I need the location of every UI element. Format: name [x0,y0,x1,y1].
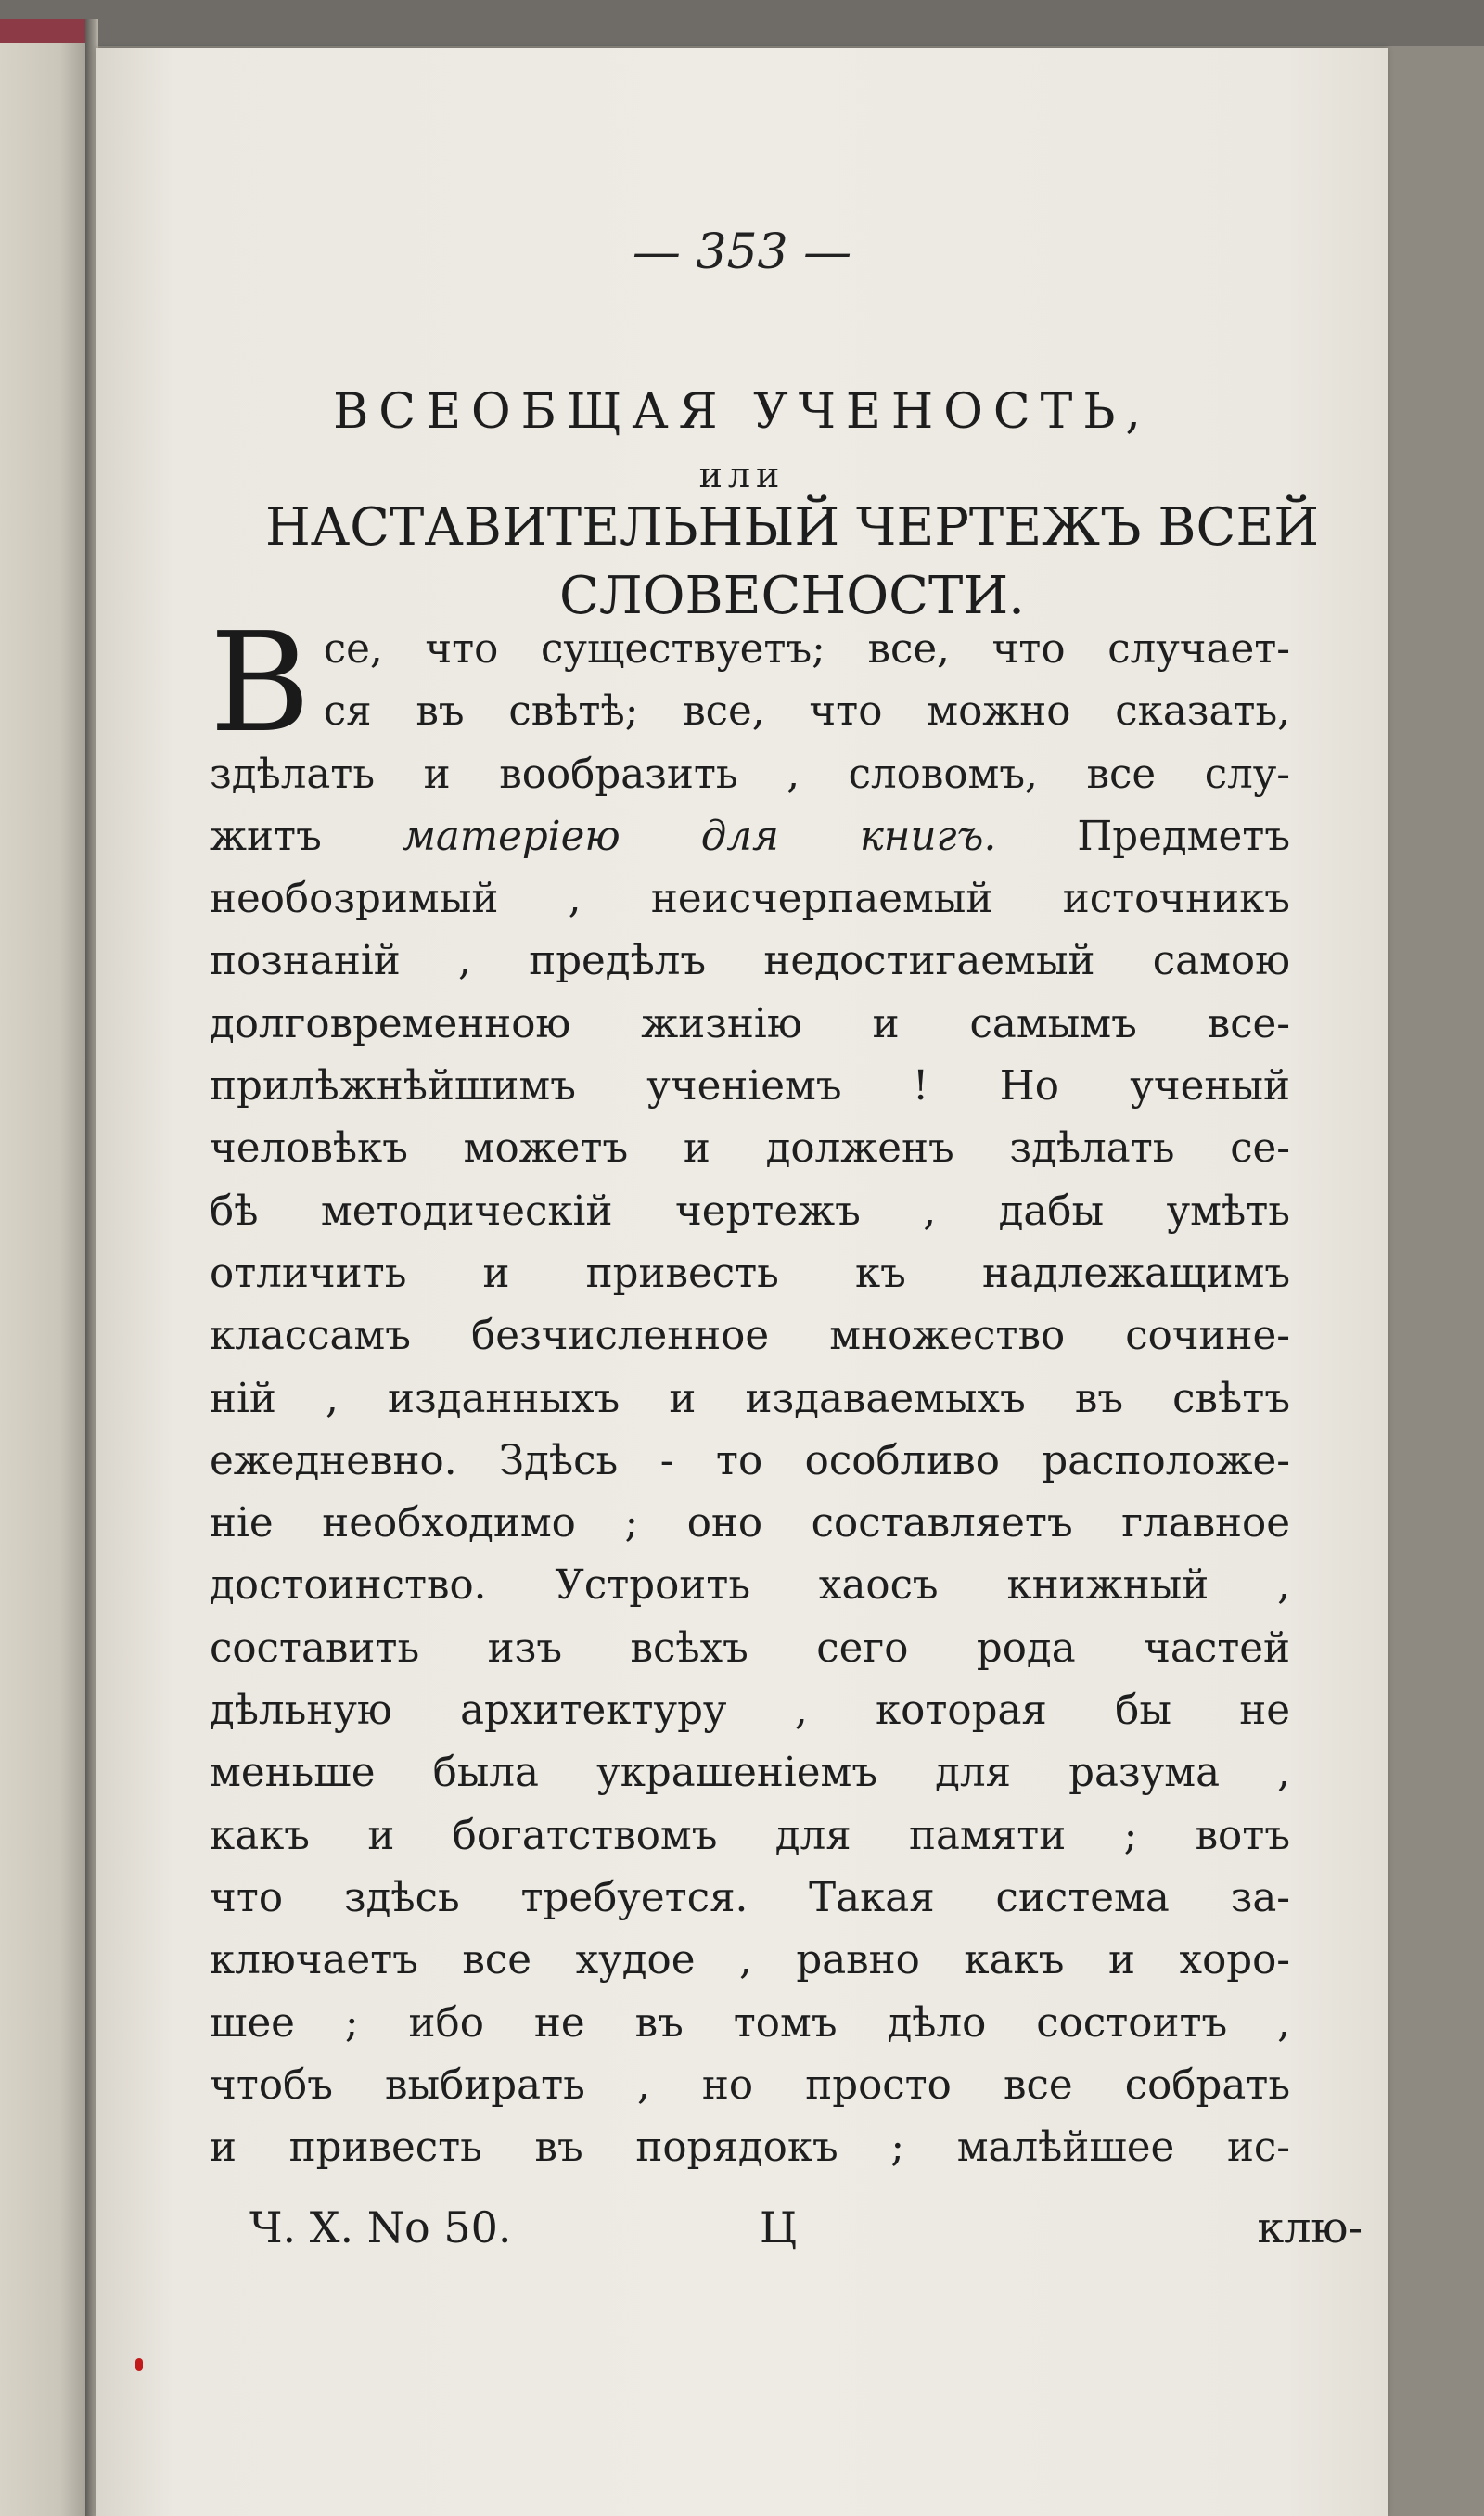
book-page [96,48,1388,2516]
text-line: нiе необходимо ; оно составляетъ главное [210,1500,1290,1547]
drop-cap: В [210,603,311,763]
text-line: меньше была украшенiемъ для разума , [210,1750,1290,1797]
text-line: ключаетъ все худое , равно какъ и хоро- [210,1937,1290,1984]
text-line: житъ матерiею для книгъ. Предметъ [210,813,1290,860]
text-line: ежедневно. Здѣсь - то особливо расположе- [210,1437,1290,1484]
text-line: чтобъ выбирать , но просто все собрать [210,2061,1290,2109]
text-line: составить изъ всѣхъ сего рода частей [210,1624,1290,1672]
binding-ribbon [0,19,85,43]
signature-mark: Ч. X. No 50. [249,2202,512,2253]
ink-spot [135,2358,143,2371]
text-line: бѣ методическiй чертежъ , дабы умѣть [210,1187,1290,1235]
text-line: шее ; ибо не въ томъ дѣло состоитъ , [210,1999,1290,2047]
text-line: необозримый , неисчерпаемый источникъ [210,876,1290,923]
article-title: ВСЕОБЩАЯ УЧЕНОСТЬ, [333,384,1151,440]
text-line: и привесть въ порядокъ ; малѣйшее ис- [210,2124,1290,2172]
text-line: дѣльную архитектуру , которая бы не [210,1688,1290,1735]
text-line: нiй , изданныхъ и издаваемыхъ въ свѣтъ [210,1375,1290,1422]
text-line: здѣлать и вообразить , словомъ, все слу- [210,751,1290,798]
scan-backdrop [0,0,1484,46]
text-line: отличить и привесть къ надлежащимъ [210,1250,1290,1297]
catchword: клю- [1257,2202,1362,2253]
text-line: что здѣсь требуется. Такая система за- [210,1874,1290,1921]
text-line: се, что существуетъ; все, что случает- [323,626,1290,673]
text-line: человѣкъ можетъ и долженъ здѣлать се- [210,1125,1290,1173]
article-title-or: или [698,455,786,495]
article-subtitle-line-1: НАСТАВИТЕЛЬНЫЙ ЧЕРТЕЖЪ ВСЕЙ [264,497,1320,558]
article-subtitle [208,494,1376,631]
sheet-mark: Ц [760,2202,798,2253]
text-line: долговременною жизнiю и самымъ все- [210,1000,1290,1047]
text-line: достоинство. Устроить хаосъ книжный , [210,1562,1290,1610]
page-footer [249,2202,1362,2258]
article-subtitle-line-2: СЛОВЕСНОСТИ. [559,566,1025,626]
italic-phrase: матерiею для книгъ. [402,813,997,860]
text-line: какъ и богатствомъ для памяти ; вотъ [210,1812,1290,1859]
text-line: классамъ безчисленное множество сочине- [210,1313,1290,1360]
page-number: — 353 — [632,225,852,280]
text-line: прилѣжнѣйшимъ ученiемъ ! Но ученый [210,1063,1290,1110]
body-text [210,603,1290,2179]
text-line: познанiй , предѣлъ недостигаемый самою [210,938,1290,985]
text-line: ся въ свѣтѣ; все, что можно сказать, [323,688,1290,736]
facing-page-edge [0,19,85,2516]
